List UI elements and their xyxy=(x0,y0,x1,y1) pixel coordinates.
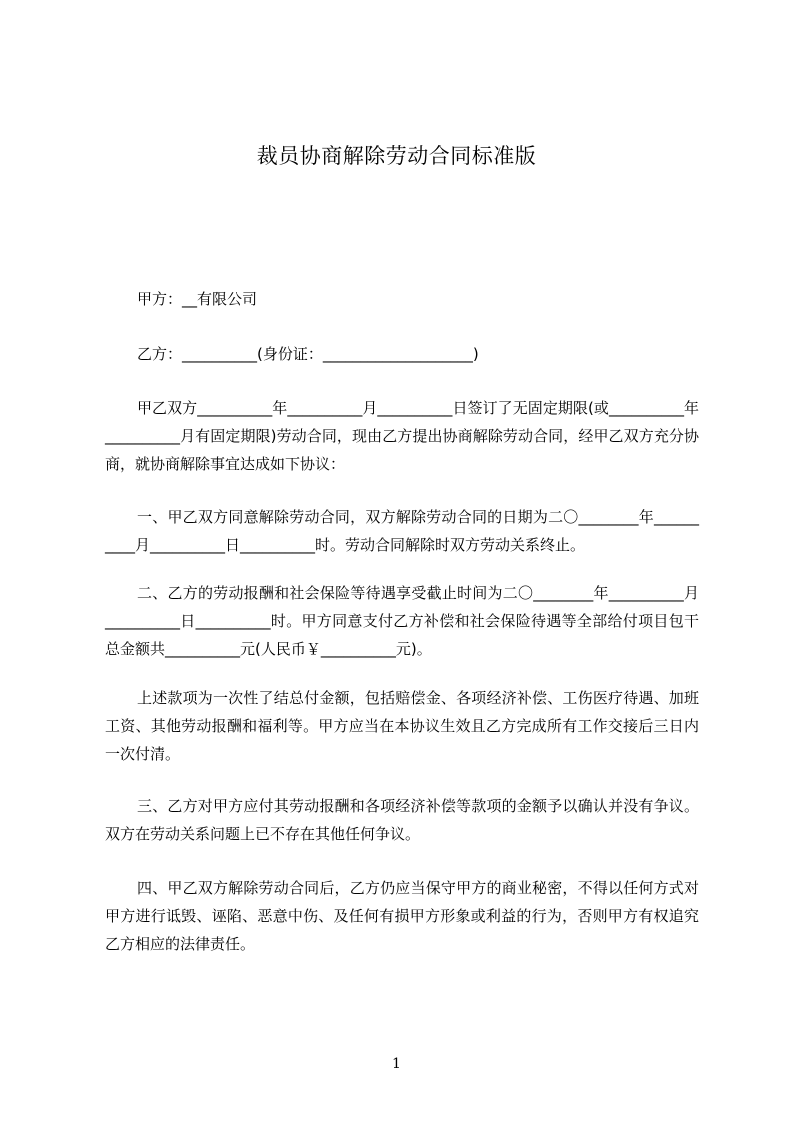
document-title: 裁员协商解除劳动合同标准版 xyxy=(256,144,537,168)
page-number: 1 xyxy=(392,1056,401,1072)
intro-paragraph: 甲乙双方__________年__________月__________日签订了无固定期限(或__________年__________月有固定期限)劳动合同，现由乙方提出协商解除劳动合同，经甲乙双方充分协商，就协商解除事宜达成如下协议： xyxy=(105,399,699,473)
party-b-line: 乙方：__________(身份证：____________________) xyxy=(137,345,479,363)
clause-4-paragraph: 四、甲乙双方解除劳动合同后，乙方仍应当保守甲方的商业秘密，不得以任何方式对甲方进行诋毁、诬陷、恶意中伤、及任何有损甲方形象或利益的行为，否则甲方有权追究乙方相应的法律责任。 xyxy=(105,879,699,953)
clause-2-paragraph: 二、乙方的劳动报酬和社会保险等待遇享受截止时间为二〇________年__________月__________日__________时。甲方同意支付乙方补偿和社会保险待遇等全部给付项目包干总金额共__________元(人民币￥__________元)。 xyxy=(105,584,699,658)
clause-2-note-paragraph: 上述款项为一次性了结总付金额，包括赔偿金、各项经济补偿、工伤医疗待遇、加班工资、其他劳动报酬和福利等。甲方应当在本协议生效且乙方完成所有工作交接后三日内一次付清。 xyxy=(105,689,699,763)
clause-3-paragraph: 三、乙方对甲方应付其劳动报酬和各项经济补偿等款项的金额予以确认并没有争议。双方在劳动关系问题上已不存在其他任何争议。 xyxy=(105,797,699,843)
clause-1-paragraph: 一、甲乙双方同意解除劳动合同，双方解除劳动合同的日期为二〇________年__________月__________日__________时。劳动合同解除时双方劳动关系终止。 xyxy=(105,508,699,554)
party-a-line: 甲方：__有限公司 xyxy=(137,290,258,308)
